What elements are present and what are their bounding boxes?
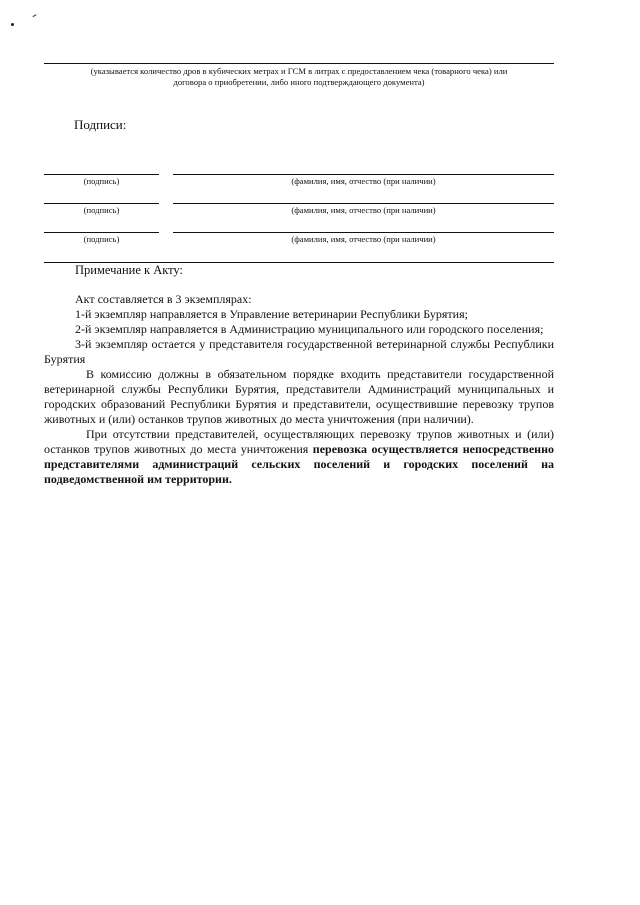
para-copy-2: 2-й экземпляр направляется в Администрацию муниципального или городского поселения; bbox=[75, 322, 544, 336]
para-absence-text: При отсутствии представителей, осуществляющих перевозку трупов животных и (или) останков трупов животных до места уничтожения bbox=[44, 427, 554, 456]
signatures-title: Подписи: bbox=[74, 117, 127, 132]
para-commission: В комиссию должны в обязательном порядке входить представители государственной ветеринарной службы Республики Бурятия, представители Администраций муниципальных и городских образований Республики Бурятия и представители, осуществившие перевозку трупов животных и (или) останков трупов животных до места уничтожения (при наличии). bbox=[44, 367, 554, 426]
signature-caption: (подпись) bbox=[83, 176, 120, 186]
para-absence bbox=[44, 427, 554, 487]
name-caption: (фамилия, имя, отчество (при наличии) bbox=[291, 176, 436, 186]
scan-speck bbox=[33, 14, 38, 19]
signature-row bbox=[0, 232, 640, 252]
para-copy-1: 1-й экземпляр направляется в Управление ветеринарии Республики Бурятия; bbox=[75, 307, 468, 321]
fill-in-hint bbox=[44, 66, 554, 88]
name-line bbox=[173, 203, 554, 204]
signature-line bbox=[44, 203, 159, 204]
name-caption: (фамилия, имя, отчество (при наличии) bbox=[291, 234, 436, 244]
para-copy-3: 3-й экземпляр остается у представителя государственной ветеринарной службы Республики Бурятия bbox=[44, 337, 554, 366]
para-absence-bold-text: перевозка осуществляется непосредственно представителями администраций сельских поселений и городских поселений на подведомственной им территории. bbox=[44, 442, 554, 486]
signature-line bbox=[44, 232, 159, 233]
name-line bbox=[173, 232, 554, 233]
para-copies: Акт составляется в 3 экземплярах: bbox=[75, 292, 252, 306]
fill-in-hint-line2: договора о приобретении, либо иного подтверждающего документа) bbox=[173, 77, 425, 87]
note-body bbox=[44, 292, 554, 487]
name-caption: (фамилия, имя, отчество (при наличии) bbox=[291, 205, 436, 215]
name-line bbox=[173, 174, 554, 175]
signature-caption: (подпись) bbox=[83, 205, 120, 215]
signature-row bbox=[0, 203, 640, 223]
scan-speck bbox=[11, 23, 14, 26]
fill-in-line bbox=[44, 63, 554, 64]
signature-caption: (подпись) bbox=[83, 234, 120, 244]
fill-in-hint-line1: (указывается количество дров в кубических метрах и ГСМ в литрах с предоставлением чека (товарного чека) или bbox=[90, 66, 508, 76]
signature-line bbox=[44, 174, 159, 175]
signature-row bbox=[0, 174, 640, 194]
note-title: Примечание к Акту: bbox=[75, 263, 183, 277]
